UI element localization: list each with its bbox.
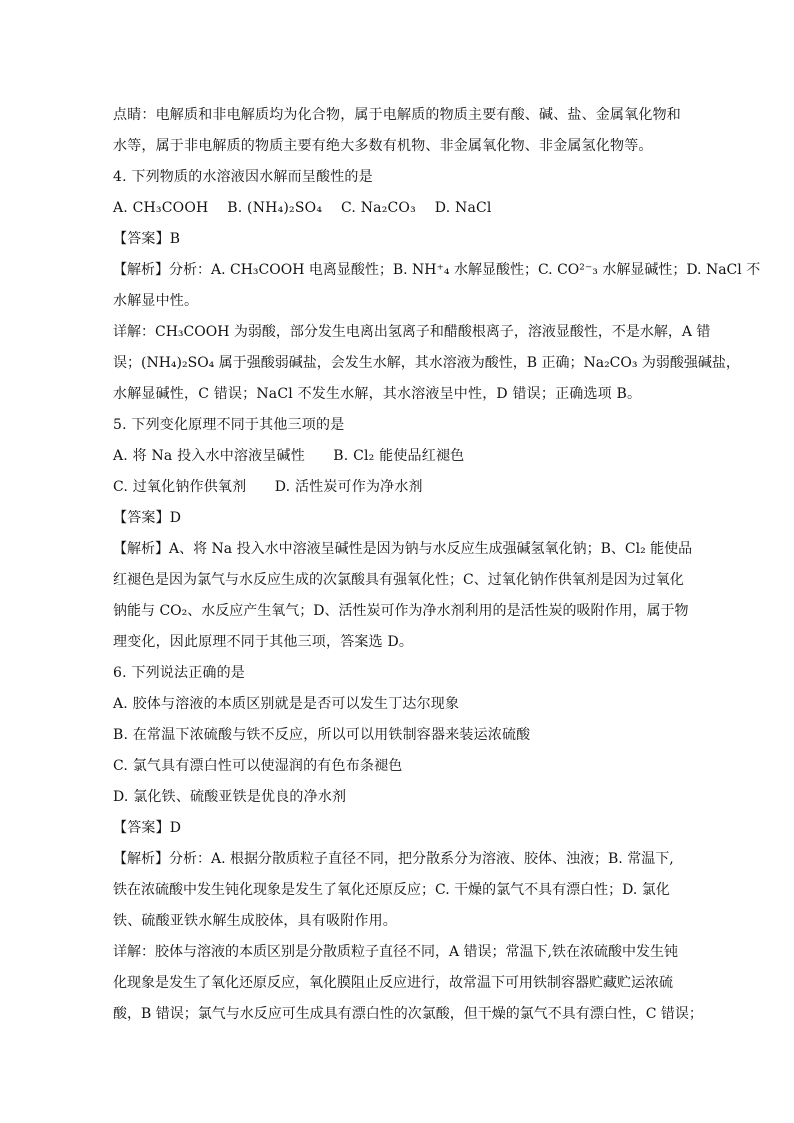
answer-option: A. 胶体与溶液的本质区别就是是否可以发生丁达尔现象 (113, 696, 460, 712)
detail-line: 误；(NH₄)₂SO₄ 属于强酸弱碱盐，会发生水解，其水溶液为酸性，B 正确；Na₂CO₃ 为弱酸强碱盐， (113, 355, 740, 371)
analysis-line: 【解析】分析：A. 根据分散质粒子直径不同，把分散系分为溶液、胶体、浊液；B. 常温下, (113, 851, 674, 867)
question-stem: 5. 下列变化原理不同于其他三项的是 (113, 417, 345, 433)
question-stem: 6. 下列说法正确的是 (113, 665, 246, 681)
answer-options: C. 过氧化钠作供氧剂 D. 活性炭可作为净水剂 (113, 479, 423, 495)
analysis-line: 钠能与 CO₂、水反应产生氧气；D、活性炭可作为净水剂利用的是活性炭的吸附作用，属于物 (113, 603, 689, 619)
answer-option: C. 氯气具有漂白性可以使湿润的有色布条褪色 (113, 758, 403, 774)
answer-options: A. 将 Na 投入水中溶液呈碱性 B. Cl₂ 能使品红褪色 (113, 448, 465, 464)
answer-options: A. CH₃COOH B. (NH₄)₂SO₄ C. Na₂CO₃ D. NaCl (113, 200, 492, 216)
detail-line: 化现象是发生了氧化还原反应，氧化膜阻止反应进行，故常温下可用铁制容器贮藏贮运浓硫 (113, 975, 673, 991)
answer-option: B. 在常温下浓硫酸与铁不反应，所以可以用铁制容器来装运浓硫酸 (113, 727, 531, 743)
analysis-line: 水解显中性。 (113, 293, 199, 309)
question-stem: 4. 下列物质的水溶液因水解而呈酸性的是 (113, 169, 373, 185)
detail-line: 水解显碱性，C 错误；NaCl 不发生水解，其水溶液呈中性，D 错误；正确选项 B。 (113, 386, 642, 402)
detail-line: 详解：CH₃COOH 为弱酸，部分发生电离出氢离子和醋酸根离子，溶液显酸性，不是水解，A 错 (113, 324, 711, 340)
analysis-line: 铁在浓硫酸中发生钝化现象是发生了氧化还原反应；C. 干燥的氯气不具有漂白性；D. 氯化 (113, 882, 670, 898)
detail-line: 酸，B 错误；氯气与水反应可生成具有漂白性的次氯酸，但干燥的氯气不具有漂白性，C 错误； (113, 1006, 703, 1022)
detail-line: 详解：胶体与溶液的本质区别是分散质粒子直径不同，A 错误；常温下,铁在浓硫酸中发生钝 (113, 944, 679, 960)
analysis-line: 【解析】A、将 Na 投入水中溶液呈碱性是因为钠与水反应生成强碱氢氧化钠；B、Cl₂ 能使品 (113, 541, 693, 557)
analysis-line: 铁、硫酸亚铁水解生成胶体，具有吸附作用。 (113, 913, 397, 929)
answer-option: D. 氯化铁、硫酸亚铁是优良的净水剂 (113, 789, 347, 805)
answer-label: 【答案】D (113, 510, 182, 526)
answer-label: 【答案】B (113, 231, 181, 247)
analysis-line: 红褪色是因为氯气与水反应生成的次氯酸具有强氧化性；C、过氧化钠作供氧剂是因为过氧化 (113, 572, 684, 588)
text-line: 水等，属于非电解质的物质主要有绝大多数有机物、非金属氧化物、非金属氢化物等。 (113, 138, 653, 154)
answer-label: 【答案】D (113, 820, 182, 836)
document-body (113, 100, 761, 1030)
analysis-line: 【解析】分析：A. CH₃COOH 电离显酸性；B. NH⁺₄ 水解显酸性；C. CO²⁻₃ 水解显碱性；D. NaCl 不 (113, 262, 761, 278)
analysis-line: 理变化，因此原理不同于其他三项，答案选 D。 (113, 634, 414, 650)
text-line: 点睛：电解质和非电解质均为化合物，属于电解质的物质主要有酸、碱、盐、金属氧化物和 (113, 107, 681, 123)
